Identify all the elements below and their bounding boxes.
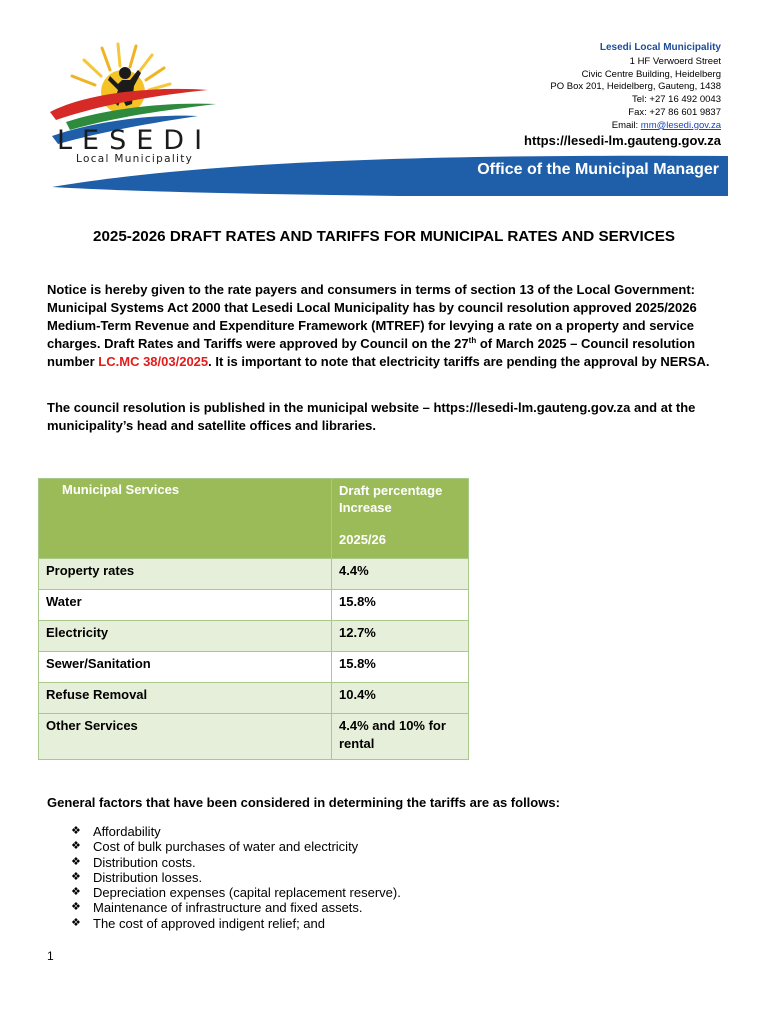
email-link[interactable]: mm@lesedi.gov.za [640, 119, 721, 131]
list-item [71, 885, 401, 900]
contact-block [550, 42, 721, 133]
service-cell: Sewer/Sanitation [39, 652, 332, 683]
page-number: 1 [47, 949, 54, 963]
list-item [71, 900, 401, 915]
diamond-bullet-icon: ❖ [71, 870, 81, 883]
resolution-number: LC.MC 38/03/2025 [98, 354, 209, 369]
increase-cell: 15.8% [332, 652, 469, 683]
notice-text-2: of March 2025 – Council resolution number [47, 336, 696, 369]
notice-text-1: Notice is hereby given to the rate payers and consumers in terms of section 13 of the Local Government: Municipal Systems Act 2000 that Lesedi Local Municipality has by council resolution approved 2025/2026 Medium-Term Revenue and Expenditure Framework (MTREF) for levying a rate on a property and service charges. Draft Rates and Tariffs were approved by Council on the 27 [47, 282, 697, 351]
diamond-bullet-icon: ❖ [71, 825, 81, 837]
diamond-bullet-icon: ❖ [71, 855, 81, 868]
notice-paragraph [47, 281, 722, 371]
service-cell: Water [39, 590, 332, 621]
list-item [71, 870, 401, 885]
header-draft-increase [332, 479, 469, 559]
document-title: 2025-2026 DRAFT RATES AND TARIFFS FOR MUNICIPAL RATES AND SERVICES [93, 228, 675, 245]
increase-cell: 4.4% [332, 559, 469, 590]
table-row [39, 714, 469, 760]
table-row [39, 621, 469, 652]
list-item [71, 824, 401, 839]
logo-subtitle: Local Municipality [76, 153, 194, 165]
table-row [39, 683, 469, 714]
notice-text-3: . It is important to note that electricity tariffs are pending the approval by NERSA. [208, 354, 710, 369]
diamond-bullet-icon: ❖ [71, 901, 81, 914]
table-row [39, 590, 469, 621]
header-increase-label: Draft percentage Increase [339, 483, 443, 515]
telephone: Tel: +27 16 492 0043 [631, 94, 721, 106]
service-cell: Other Services [39, 714, 332, 760]
list-item [71, 916, 401, 931]
header-year: 2025/26 [339, 532, 386, 547]
email-label: Email: [611, 119, 641, 131]
list-item [71, 839, 401, 854]
service-cell: Property rates [39, 559, 332, 590]
list-item-text: Distribution losses. [93, 869, 203, 885]
org-name: Lesedi Local Municipality [599, 42, 721, 53]
list-item-text: Affordability [93, 824, 161, 839]
street-address: 1 HF Verwoerd Street [629, 55, 721, 67]
publication-paragraph: The council resolution is published in the municipal website – https://lesedi-lm.gauteng.gov.za and at the municipality’s head and satellite offices and libraries. [47, 400, 696, 433]
list-item-text: Depreciation expenses (capital replacement reserve). [93, 885, 401, 901]
list-item-text: Maintenance of infrastructure and fixed assets. [93, 900, 363, 916]
building-address: Civic Centre Building, Heidelberg [581, 68, 721, 80]
increase-cell: 4.4% and 10% for rental [332, 714, 469, 760]
fax: Fax: +27 86 601 9837 [628, 106, 721, 118]
diamond-bullet-icon: ❖ [71, 840, 81, 853]
header-municipal-services: Municipal Services [39, 479, 332, 559]
website-url[interactable]: https://lesedi-lm.gauteng.gov.za [524, 133, 721, 148]
email-line [550, 120, 721, 133]
factors-list [71, 824, 401, 931]
table-row [39, 652, 469, 683]
banner-title: Office of the Municipal Manager [477, 161, 719, 178]
increase-cell: 15.8% [332, 590, 469, 621]
logo-wordmark: LESEDI [57, 125, 213, 156]
increase-cell: 12.7% [332, 621, 469, 652]
factors-heading: General factors that have been considered in determining the tariffs are as follows: [47, 795, 560, 810]
list-item-text: Distribution costs. [93, 854, 196, 870]
tariff-table [38, 478, 469, 760]
table-row [39, 559, 469, 590]
table-header-row [39, 479, 469, 559]
diamond-bullet-icon: ❖ [71, 886, 81, 899]
service-cell: Refuse Removal [39, 683, 332, 714]
increase-cell: 10.4% [332, 683, 469, 714]
po-box: PO Box 201, Heidelberg, Gauteng, 1438 [550, 81, 721, 93]
service-cell: Electricity [39, 621, 332, 652]
list-item [71, 855, 401, 870]
notice-superscript: th [468, 336, 477, 345]
diamond-bullet-icon: ❖ [71, 916, 81, 929]
list-item-text: The cost of approved indigent relief; and [93, 915, 325, 931]
list-item-text: Cost of bulk purchases of water and electricity [93, 839, 359, 855]
